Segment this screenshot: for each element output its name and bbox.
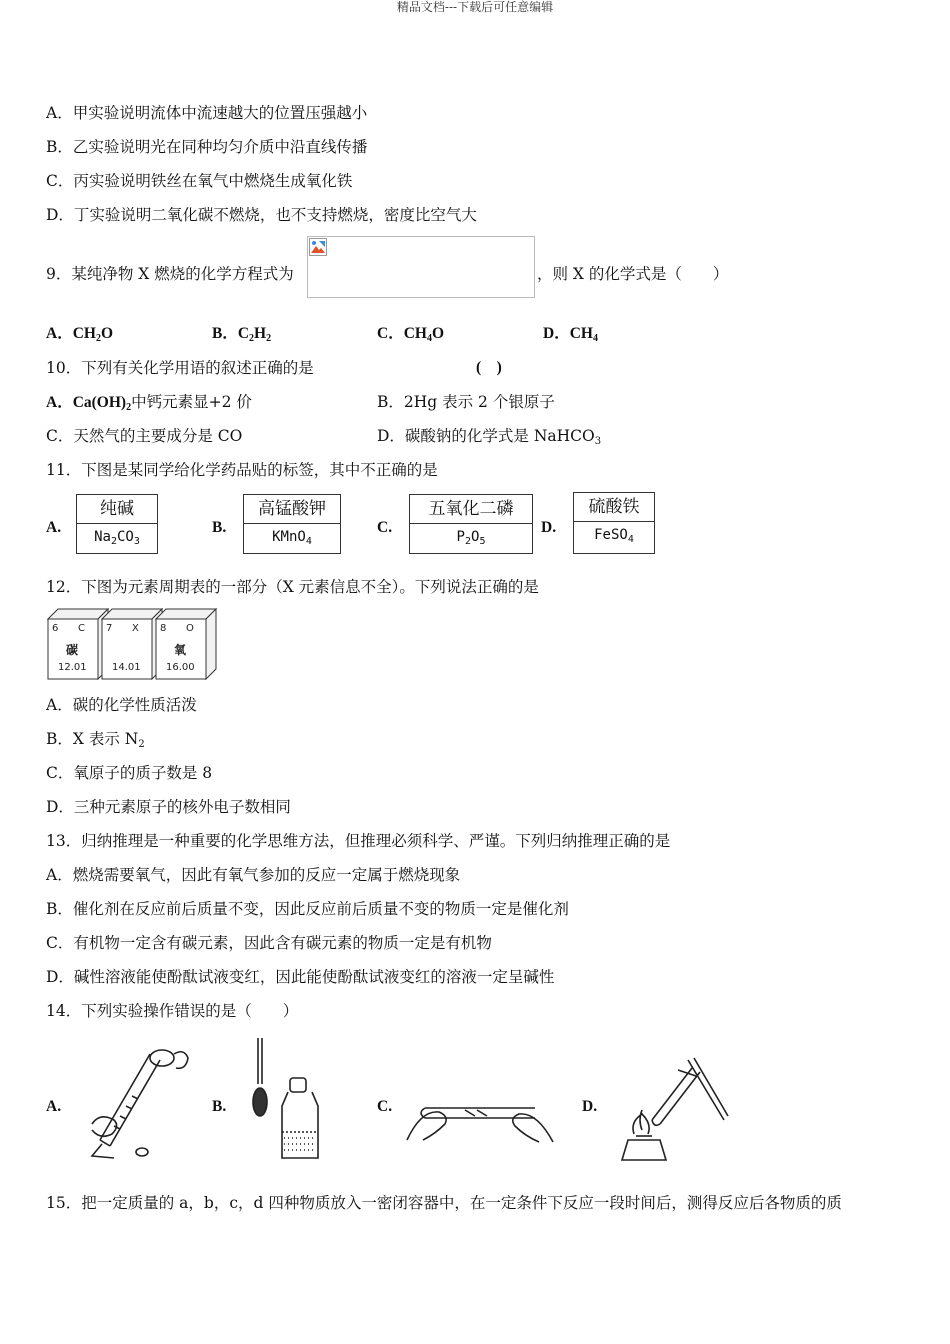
q11-option-a-letter: A.	[46, 519, 62, 536]
graduated-cylinder-pouring-illustration	[80, 1040, 190, 1164]
cell-x-symbol: X	[132, 623, 139, 634]
q10-option-b: B．2Hg 表示 2 个银原子	[377, 393, 555, 411]
cell-x-number: 7	[106, 623, 113, 634]
q11-option-c-letter: C.	[377, 519, 393, 536]
q10-option-d: D．碳酸钠的化学式是 NaHCO$_3$	[377, 427, 602, 447]
cell-c-symbol: C	[78, 623, 85, 634]
reagent-label-b	[243, 494, 341, 554]
cell-o-name: 氧	[174, 643, 187, 657]
q11-stem: 11．下图是某同学给化学药品贴的标签，其中不正确的是	[46, 461, 438, 479]
q9-option-d: D．$CH_4$	[543, 325, 598, 344]
equation-image-placeholder	[307, 236, 535, 298]
q14-stem: 14．下列实验操作错误的是（ ）	[46, 1002, 299, 1020]
cell-x-mass: 14.01	[112, 662, 141, 673]
cell-o-symbol: O	[186, 623, 194, 634]
q9-stem-right: ，则 X 的化学式是（ ）	[537, 265, 729, 283]
q9-option-c: C．$CH_4O$	[377, 325, 445, 344]
q12-stem: 12．下图为元素周期表的一部分（X 元素信息不全）。下列说法正确的是	[46, 578, 539, 596]
broken-image-icon	[309, 238, 327, 256]
label-formula: $Na_2CO_3$	[94, 529, 140, 547]
q12-option-b: B．X 表示 $N_2$	[46, 730, 145, 750]
q10-answer-paren: ( )	[476, 359, 502, 376]
q10-option-c: C．天然气的主要成分是 CO	[46, 427, 243, 445]
q8-option-d: D．丁实验说明二氧化碳不燃烧，也不支持燃烧，密度比空气大	[46, 206, 477, 224]
q8-option-c: C．丙实验说明铁丝在氧气中燃烧生成氧化铁	[46, 172, 353, 190]
label-formula: $P_2O_5$	[456, 529, 486, 547]
reagent-label-c	[409, 494, 533, 554]
q14-option-a-letter: A.	[46, 1098, 62, 1115]
q9-option-b: B．$C_2H_2$	[212, 325, 272, 344]
label-formula: FeSO$_4$	[594, 527, 634, 545]
cell-c-number: 6	[52, 623, 59, 634]
q12-option-c: C．氧原子的质子数是 8	[46, 764, 213, 782]
label-name: 硫酸铁	[574, 493, 654, 522]
q14-option-d-letter: D.	[582, 1098, 598, 1115]
q13-option-a: A．燃烧需要氧气，因此有氧气参加的反应一定属于燃烧现象	[46, 866, 461, 884]
q11-option-d-letter: D.	[541, 519, 557, 536]
q10-stem: 10．下列有关化学用语的叙述正确的是	[46, 359, 314, 377]
q9-stem-left: 9．某纯净物 X 燃烧的化学方程式为	[46, 265, 294, 283]
dropper-and-bottle-illustration	[240, 1034, 330, 1164]
label-name: 高锰酸钾	[244, 495, 340, 524]
q12-option-a: A．碳的化学性质活泼	[46, 696, 197, 714]
q13-option-d: D．碱性溶液能使酚酞试液变红，因此能使酚酞试液变红的溶液一定呈碱性	[46, 968, 555, 986]
periodic-table-fragment	[46, 607, 218, 681]
q13-option-b: B．催化剂在反应前后质量不变，因此反应前后质量不变的物质一定是催化剂	[46, 900, 569, 918]
cell-c-mass: 12.01	[58, 662, 87, 673]
cell-o-mass: 16.00	[166, 662, 195, 673]
cell-c-name: 碳	[66, 643, 79, 657]
cell-o-number: 8	[160, 623, 167, 634]
q14-option-b-letter: B.	[212, 1098, 227, 1115]
q10-option-a: A．$Ca(OH)_2$中钙元素显+2 价	[46, 393, 252, 413]
page-header: 精品文档---下载后可任意编辑	[396, 0, 554, 14]
label-name: 纯碱	[77, 495, 157, 524]
label-formula: KMnO$_4$	[272, 529, 312, 547]
q13-option-c: C．有机物一定含有碳元素，因此含有碳元素的物质一定是有机物	[46, 934, 492, 952]
reagent-label-d	[573, 492, 655, 554]
q9-option-a: A．$CH_2O$	[46, 325, 114, 344]
q15-stem: 15．把一定质量的 a，b，c，d 四种物质放入一密闭容器中，在一定条件下反应一段时间后，测得反应后各物质的质	[46, 1194, 842, 1212]
q14-option-c-letter: C.	[377, 1098, 393, 1115]
q12-option-d: D．三种元素原子的核外电子数相同	[46, 798, 291, 816]
reagent-label-a	[76, 494, 158, 554]
label-name: 五氧化二磷	[410, 495, 532, 524]
test-tube-shaking-illustration	[405, 1080, 555, 1152]
q8-option-a: A．甲实验说明流体中流速越大的位置压强越小	[46, 104, 368, 122]
heating-test-tube-illustration	[612, 1050, 730, 1168]
q8-option-b: B．乙实验说明光在同种均匀介质中沿直线传播	[46, 138, 368, 156]
q11-option-b-letter: B.	[212, 519, 227, 536]
q13-stem: 13．归纳推理是一种重要的化学思维方法，但推理必须科学、严谨。下列归纳推理正确的是	[46, 832, 671, 850]
